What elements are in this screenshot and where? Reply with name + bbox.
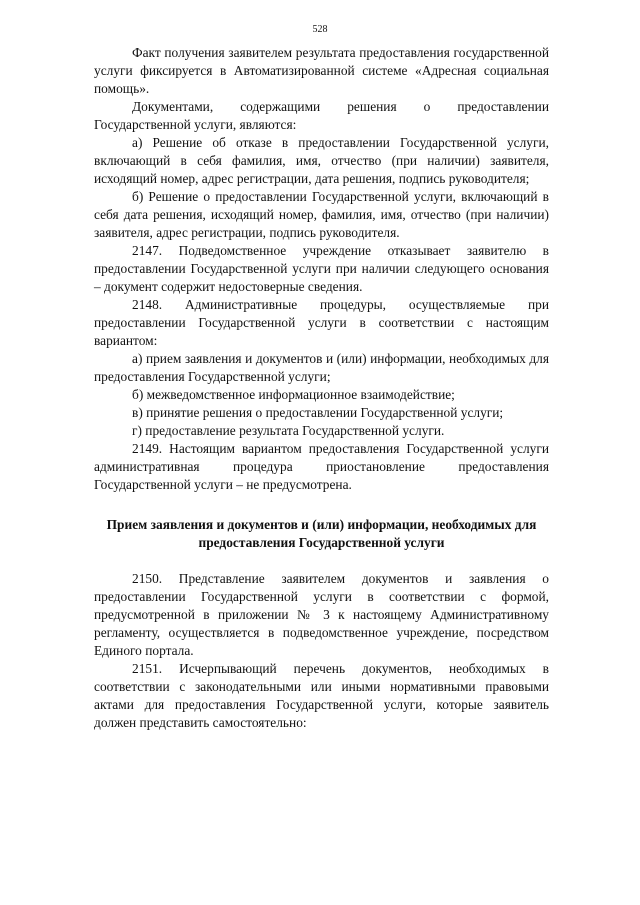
paragraph-2151: 2151. Исчерпывающий перечень документов, необходимых в соответствии с законодательными или иными нормативными правовыми актами для предоставления Государственной услуги, которые заявитель должен представить самостоятельно: [94,661,549,730]
list-item: б) межведомственное информационное взаимодействие; [132,387,455,402]
paragraph-2149: 2149. Настоящим вариантом предоставления Государственной услуги административная процедура приостановление предоставления Государственной услуги – не предусмотрена. [94,441,549,492]
list-item: в) принятие решения о предоставлении Государственной услуги; [132,405,504,420]
paragraph-2150: 2150. Представление заявителем документов и заявления о предоставлении Государственной услуги в соответствии с формой, предусмотренной в приложении № 3 к настоящему Административному регламенту, осуществляется в подведомственное учреждение, посредством Единого портала. [94,571,549,658]
paragraph-2148: 2148. Административные процедуры, осуществляемые при предоставлении Государственной услуги в соответствии с настоящим вариантом: [94,297,549,348]
list-item: а) прием заявления и документов и (или) информации, необходимых для предоставления Государственной услуги; [94,351,549,384]
list-item: б) Решение о предоставлении Государственной услуги, включающий в себя дата решения, исходящий номер, фамилия, имя, отчество (при наличии) заявителя, адрес регистрации, подпись руководителя. [94,189,549,240]
paragraph: Документами, содержащими решения о предоставлении Государственной услуги, являются: [94,99,549,132]
list-item: а) Решение об отказе в предоставлении Государственной услуги, включающий в себя фамилия, имя, отчество (при наличии) заявителя, исходящий номер, адрес регистрации, дата решения, подпись руководителя; [94,135,549,186]
section-heading: Прием заявления и документов и (или) информации, необходимых для предоставления Государственной услуги [106,517,537,550]
paragraph-2147: 2147. Подведомственное учреждение отказывает заявителю в предоставлении Государственной услуги при наличии следующего основания – документ содержит недостоверные сведения. [94,243,549,294]
document-body [94,44,549,732]
paragraph: Факт получения заявителем результата предоставления государственной услуги фиксируется в Автоматизированной системе «Адресная социальная помощь». [94,45,549,96]
page-number: 528 [312,24,328,35]
list-item: г) предоставление результата Государственной услуги. [132,423,445,438]
